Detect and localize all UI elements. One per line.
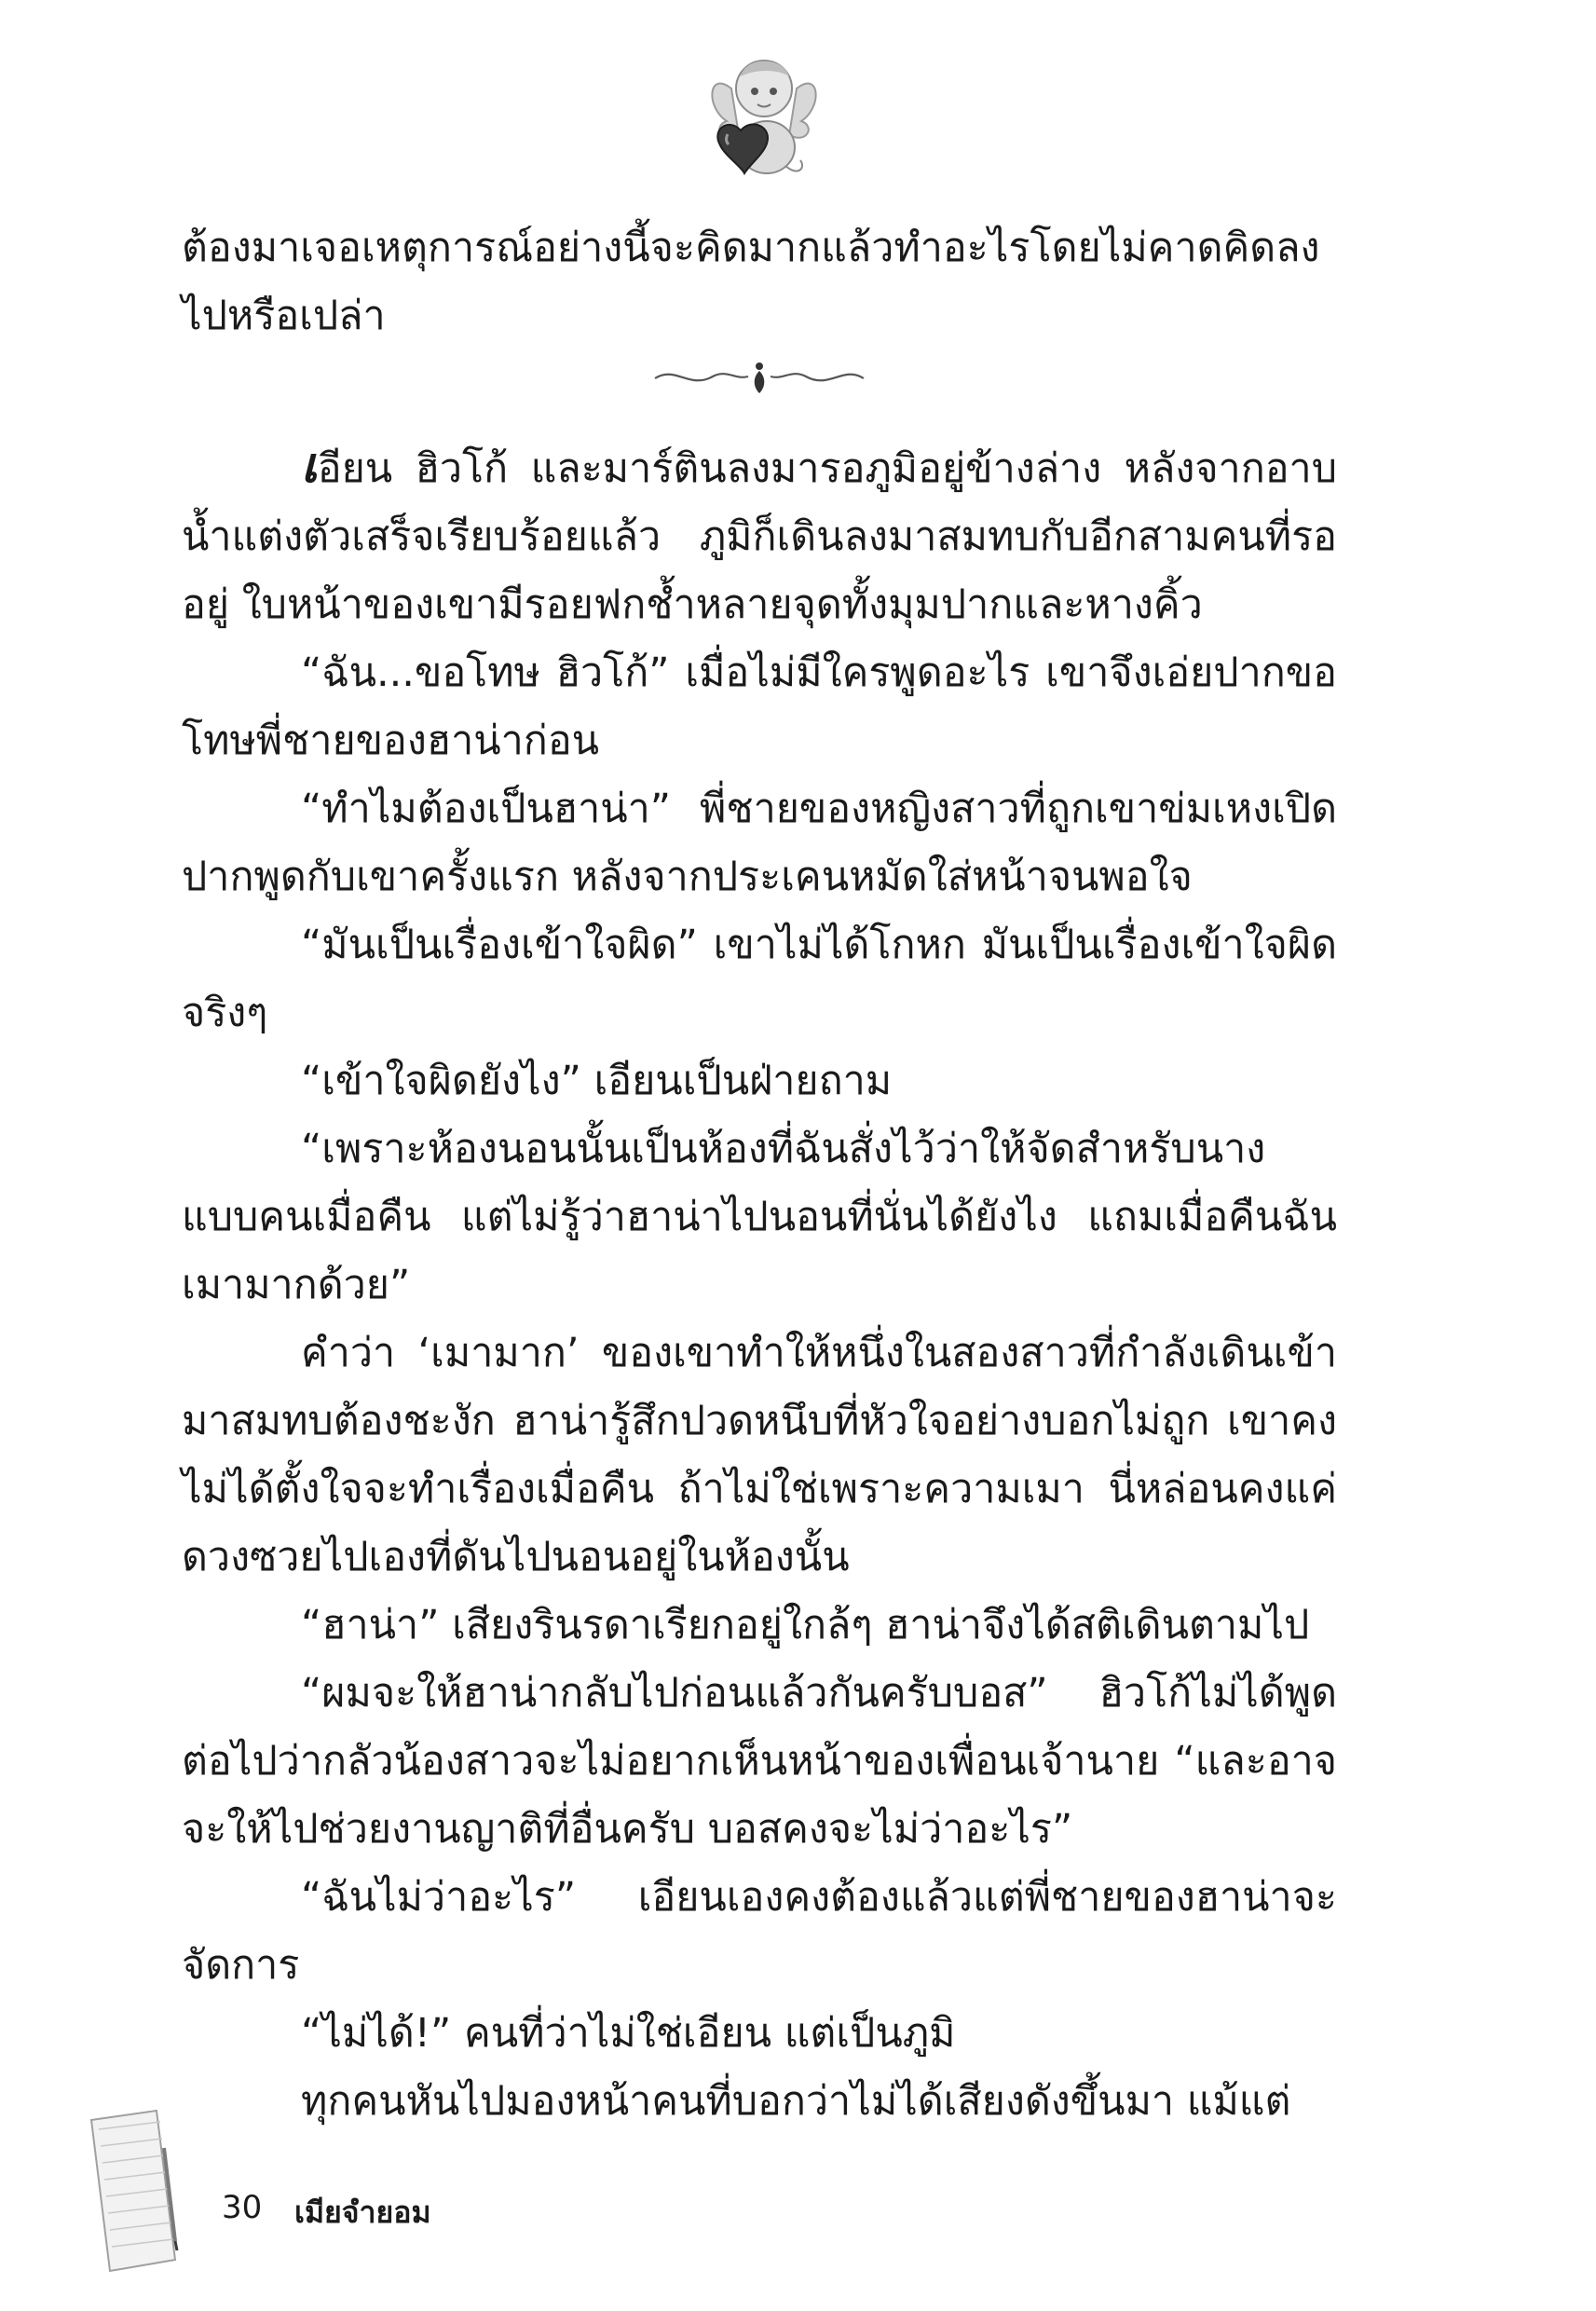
ornamental-divider (648, 358, 871, 395)
paragraph: ต้องมาเจอเหตุการณ์อย่างนี้จะคิดมากแล้วทำอะไรโดยไม่คาดคิดลงไปหรือเปล่า (182, 225, 1320, 339)
notebook-illustration (82, 2101, 194, 2278)
page-footer (82, 2101, 641, 2288)
page-number: 30 (222, 2189, 263, 2226)
body-text (182, 214, 1337, 2136)
paragraph: “มันเป็นเรื่องเข้าใจผิด” เขาไม่ได้โกหก มันเป็นเรื่องเข้าใจผิดจริงๆ (182, 922, 1337, 1036)
paragraph: “เพราะห้องนอนนั้นเป็นห้องที่ฉันสั่งไว้ว่าให้จัดสำหรับนางแบบคนเมื่อคืน แต่ไม่รู้ว่าฮาน่าไปนอนที่นั่นได้ยังไง แถมเมื่อคืนฉันเมามากด้วย” (182, 1126, 1337, 1308)
paragraph: “ผมจะให้ฮาน่ากลับไปก่อนแล้วกันครับบอส” ฮิวโก้ไม่ได้พูดต่อไปว่ากลัวน้องสาวจะไม่อยากเห็นหน้าของเพื่อนเจ้านาย “และอาจจะให้ไปช่วยงานญาติที่อื่นครับ บอสคงจะไม่ว่าอะไร” (182, 1670, 1337, 1853)
paragraph: เอียน ฮิวโก้ และมาร์ตินลงมารอภูมิอยู่ข้างล่าง หลังจากอาบน้ำแต่งตัวเสร็จเรียบร้อยแล้ว ภูมิก็เดินลงมาสมทบกับอีกสามคนที่รออยู่ ใบหน้าของเขามีรอยฟกช้ำหลายจุดทั้งมุมปากและหางคิ้ว (182, 438, 1337, 628)
paragraph: “ฉัน...ขอโทษ ฮิวโก้” เมื่อไม่มีใครพูดอะไร เขาจึงเอ่ยปากขอโทษพี่ชายของฮาน่าก่อน (182, 650, 1337, 764)
drop-cap: เ (301, 438, 318, 494)
paragraph: “เข้าใจผิดยังไง” เอียนเป็นฝ่ายถาม (301, 1058, 893, 1104)
paragraph: “ฮาน่า” เสียงรินรดาเรียกอยู่ใกล้ๆ ฮาน่าจึงได้สติเดินตามไป (301, 1602, 1310, 1648)
cherub-heart-illustration (703, 37, 825, 196)
paragraph: “ทำไมต้องเป็นฮาน่า” พี่ชายของหญิงสาวที่ถูกเขาข่มเหงเปิดปากพูดกับเขาครั้งแรก หลังจากประเคนหมัดใส่หน้าจนพอใจ (182, 786, 1337, 900)
paragraph: คำว่า ‘เมามาก’ ของเขาทำให้หนึ่งในสองสาวที่กำลังเดินเข้ามาสมทบต้องชะงัก ฮาน่ารู้สึกปวดหนึบที่หัวใจอย่างบอกไม่ถูก เขาคงไม่ได้ตั้งใจจะทำเรื่องเมื่อคืน ถ้าไม่ใช่เพราะความเมา นี่หล่อนคงแค่ดวงซวยไปเองที่ดันไปนอนอยู่ในห้องนั้น (182, 1330, 1337, 1580)
book-title: เมียจำยอม (294, 2195, 431, 2230)
paragraph: ทุกคนหันไปมองหน้าคนที่บอกว่าไม่ได้เสียงดังขึ้นมา แม้แต่ (301, 2078, 1291, 2125)
paragraph: “ไม่ได้!” คนที่ว่าไม่ใช่เอียน แต่เป็นภูมิ (301, 2010, 956, 2057)
paragraph: “ฉันไม่ว่าอะไร” เอียนเองคงต้องแล้วแต่พี่ชายของฮาน่าจะจัดการ (182, 1874, 1337, 1989)
